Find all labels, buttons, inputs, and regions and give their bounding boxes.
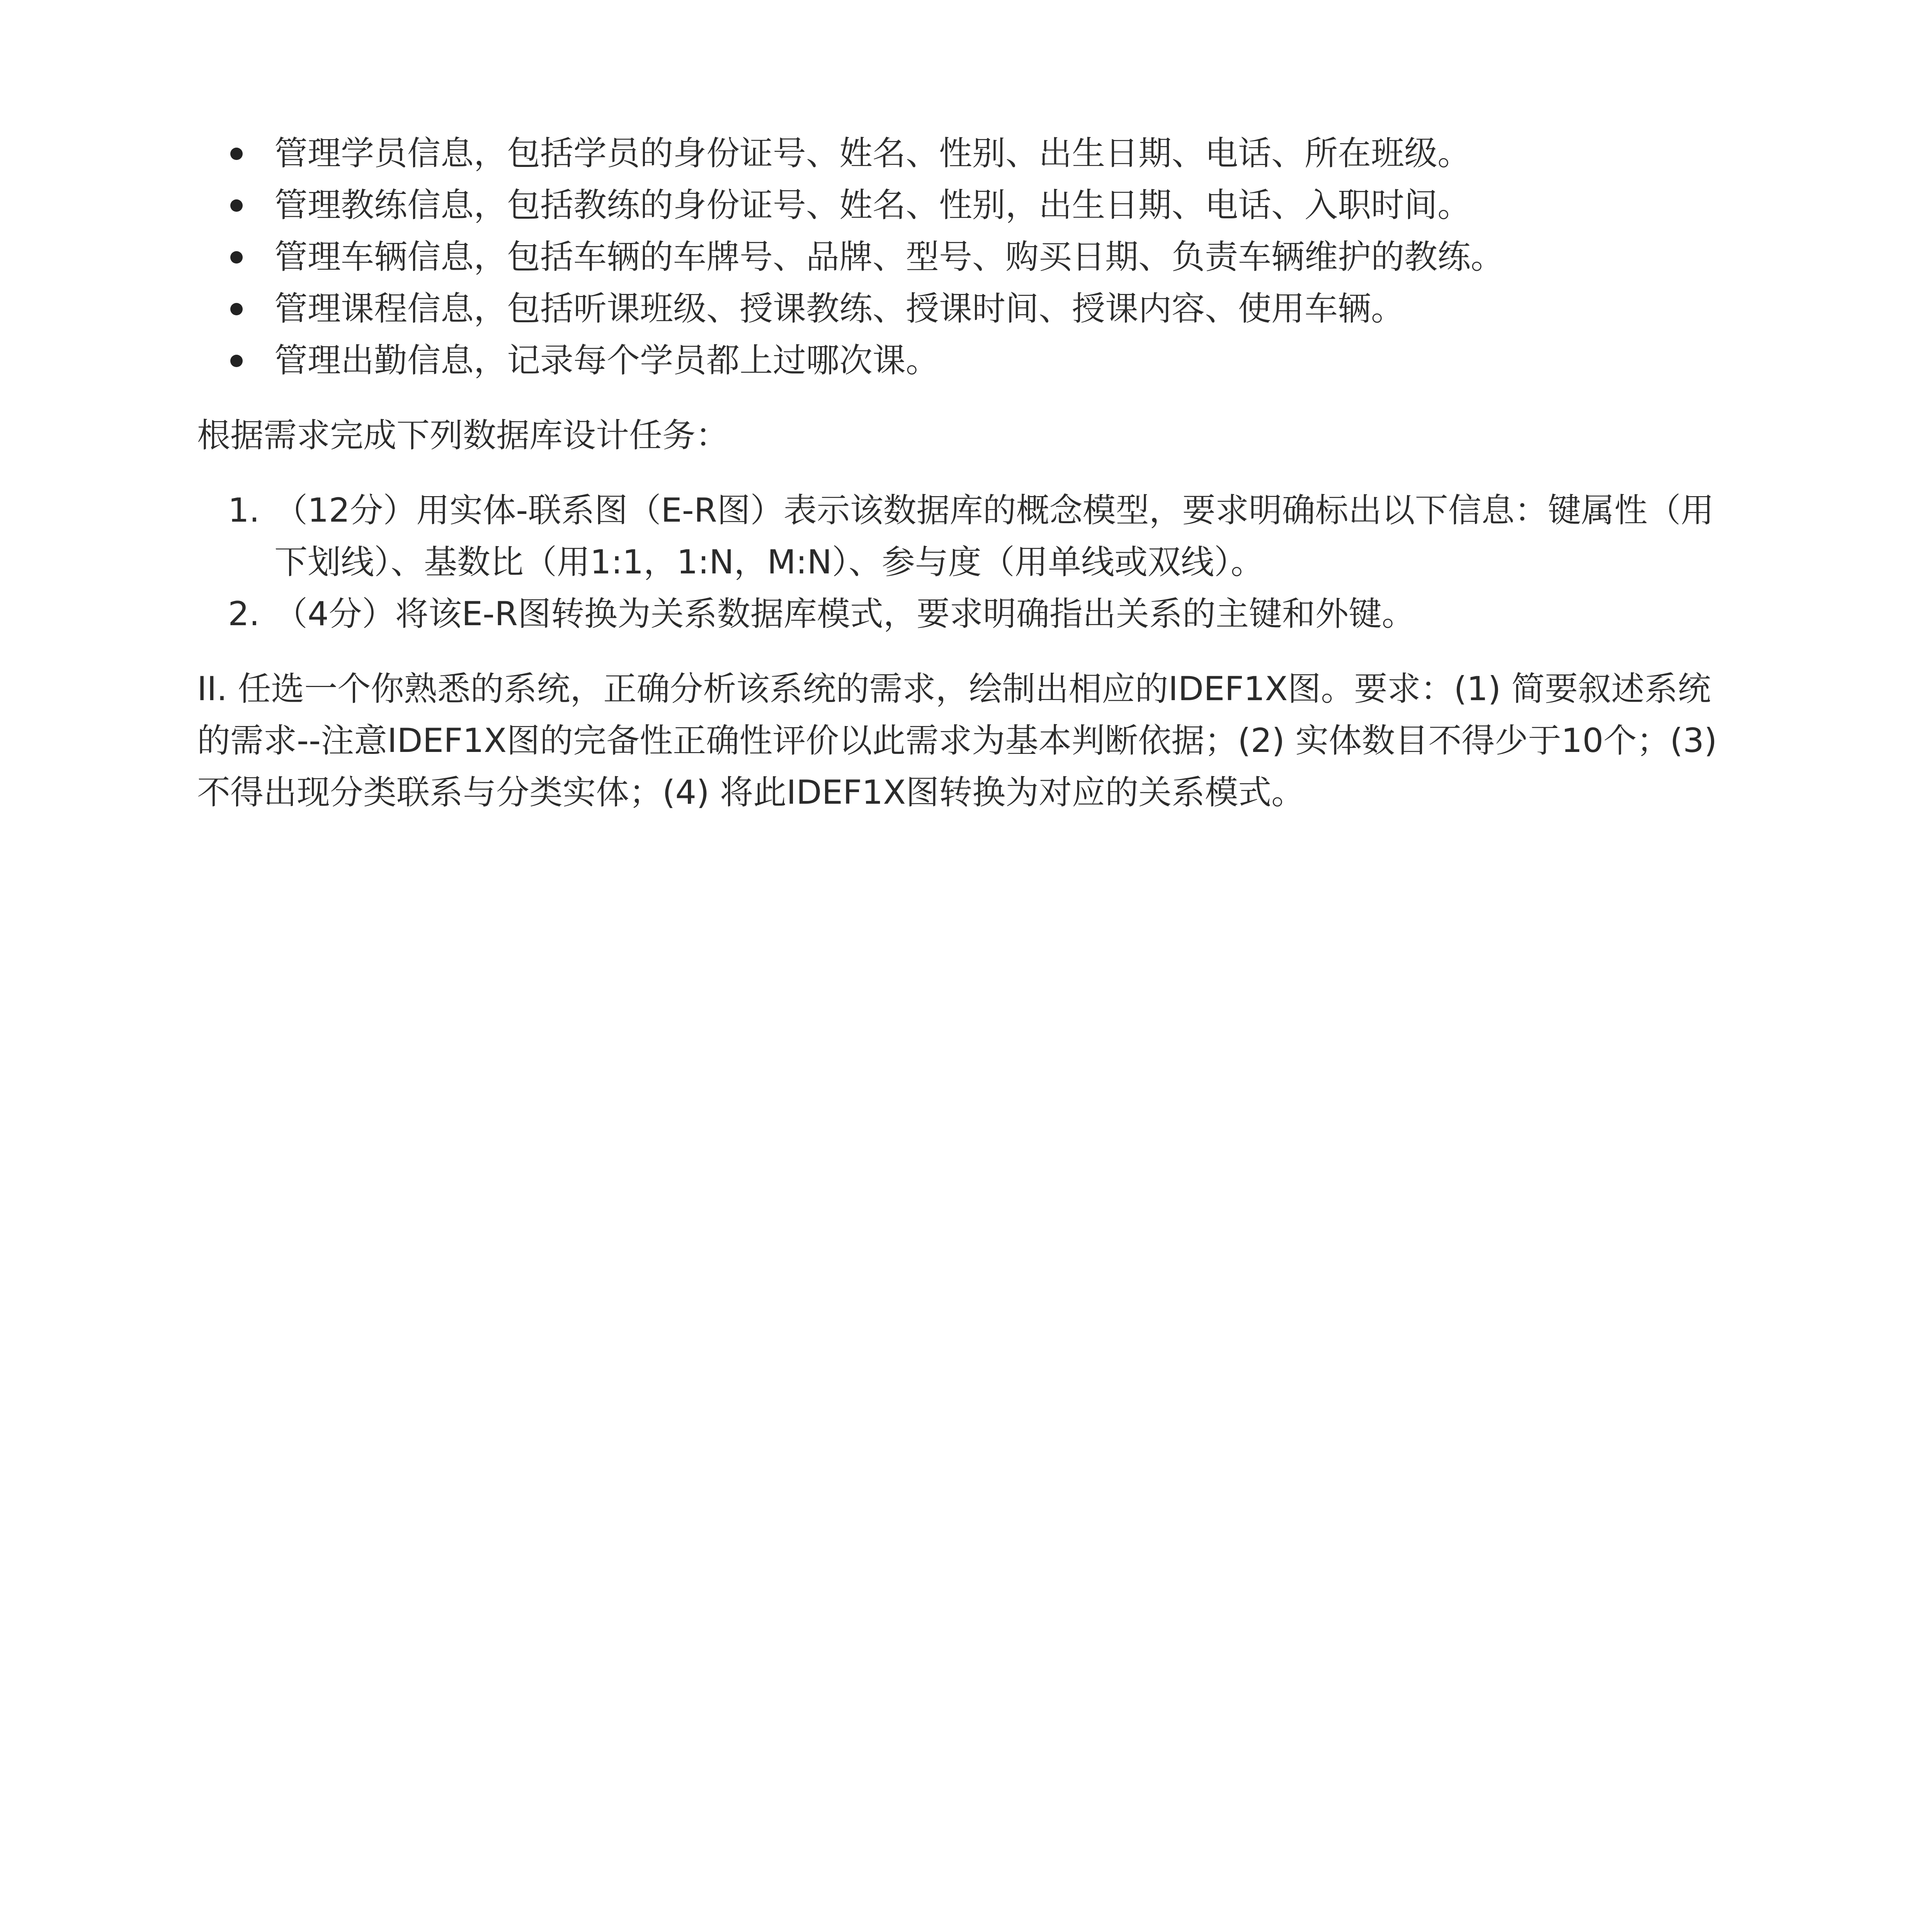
task-text: （12分）用实体-联系图（E-R图）表示该数据库的概念模型，要求明确标出以下信息：键属性（用下划线）、基数比（用1:1，1:N，M:N）、参与度（用单线或双线）。 [274, 491, 1714, 582]
task-item [197, 485, 1727, 588]
list-item [197, 179, 1727, 231]
list-item-text: 管理教练信息，包括教练的身份证号、姓名、性别，出生日期、电话、入职时间。 [274, 186, 1471, 224]
tasks-intro: 根据需求完成下列数据库设计任务： [197, 416, 729, 455]
list-item [197, 231, 1727, 283]
document-content [197, 128, 1727, 818]
list-item-text: 管理车辆信息，包括车辆的车牌号、品牌、型号、购买日期、负责车辆维护的教练。 [274, 238, 1504, 276]
bullet-icon [230, 199, 243, 212]
list-item-text: 管理学员信息，包括学员的身份证号、姓名、性别、出生日期、电话、所在班级。 [274, 134, 1471, 173]
bullet-icon [230, 303, 243, 315]
task-number: 1. [228, 491, 260, 530]
list-item [197, 335, 1727, 386]
task-number: 2. [228, 595, 260, 633]
task-list [197, 485, 1727, 640]
bullet-icon [230, 355, 243, 367]
list-item-text: 管理出勤信息，记录每个学员都上过哪次课。 [274, 341, 939, 380]
list-item [197, 128, 1727, 179]
task-item [197, 588, 1727, 640]
section-ii-paragraph: II. 任选一个你熟悉的系统，正确分析该系统的需求，绘制出相应的IDEF1X图。要求：(1) 简要叙述系统的需求--注意IDEF1X图的完备性正确性评价以此需求为基本判断依据；(2) 实体数目不得少于10个；(3) 不得出现分类联系与分类实体；(4) 将此IDEF1X图转换为对应的关系模式。 [197, 670, 1717, 812]
bullet-icon [230, 251, 243, 264]
bullet-icon [230, 148, 243, 160]
task-text: （4分）将该E-R图转换为关系数据库模式，要求明确指出关系的主键和外键。 [274, 595, 1415, 633]
requirements-list [197, 128, 1727, 386]
list-item-text: 管理课程信息，包括听课班级、授课教练、授课时间、授课内容、使用车辆。 [274, 289, 1404, 328]
list-item [197, 283, 1727, 335]
